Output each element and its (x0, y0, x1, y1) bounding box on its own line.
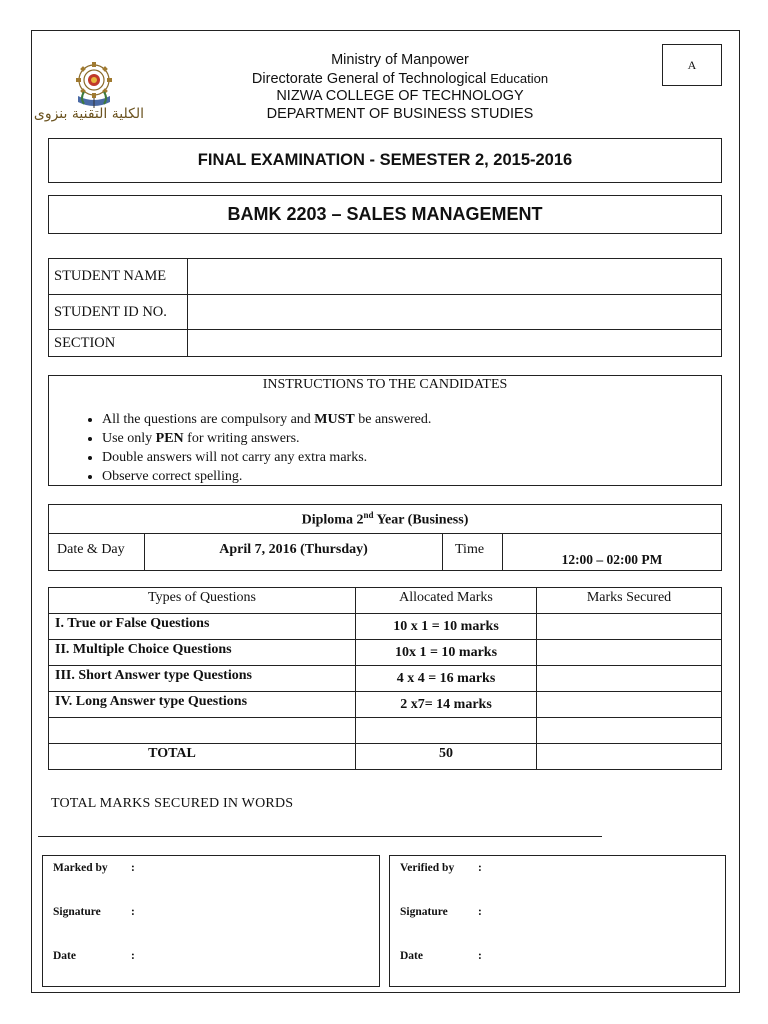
question-type: I. True or False Questions (49, 614, 356, 640)
table-row (49, 718, 722, 744)
total-label: TOTAL (49, 744, 356, 770)
department-line: DEPARTMENT OF BUSINESS STUDIES (266, 105, 534, 122)
marks-secured[interactable] (537, 666, 722, 692)
marked-date-label: Date (53, 950, 76, 962)
question-type: III. Short Answer type Questions (49, 666, 356, 692)
directorate-line: Directorate General of Technological Education (251, 70, 549, 87)
student-id-label: STUDENT ID NO. (49, 295, 188, 330)
allocated-marks: 2 x7= 14 marks (356, 692, 537, 718)
exam-title: FINAL EXAMINATION - SEMESTER 2, 2015-2016 (48, 138, 722, 183)
verified-date-label: Date (400, 950, 423, 962)
instruction-item: • Use only PEN for writing answers. (102, 429, 721, 448)
total-words-line[interactable] (38, 836, 602, 837)
total-secured[interactable] (537, 744, 722, 770)
table-row (49, 614, 722, 640)
diploma-cell: Diploma 2nd Year (Business) (49, 505, 722, 534)
instruction-item: • Observe correct spelling. (102, 467, 721, 486)
table-row (49, 666, 722, 692)
total-words-label: TOTAL MARKS SECURED IN WORDS (51, 796, 294, 811)
column-header: Allocated Marks (356, 588, 537, 614)
instruction-item: • All the questions are compulsory and MUST be answered. (102, 410, 721, 429)
marked-signature-colon: : (131, 906, 135, 918)
instruction-item: • Double answers will not carry any extra marks. (102, 448, 721, 467)
logo-arabic-text: الكلية التقنية بنزوى (33, 106, 144, 122)
question-type (49, 718, 356, 744)
question-type: IV. Long Answer type Questions (49, 692, 356, 718)
allocated-marks: 10 x 1 = 10 marks (356, 614, 537, 640)
verified-by-box (389, 855, 726, 987)
verified-date-colon: : (478, 950, 482, 962)
total-row (49, 744, 722, 770)
section-field[interactable] (188, 330, 722, 357)
total-value: 50 (356, 744, 537, 770)
allocated-marks (356, 718, 537, 744)
section-label: SECTION (49, 330, 188, 357)
header (180, 52, 620, 123)
verified-signature-label: Signature (400, 906, 448, 918)
marks-table (48, 587, 722, 770)
college-line: NIZWA COLLEGE OF TECHNOLOGY (276, 88, 524, 104)
instructions-title: INSTRUCTIONS TO THE CANDIDATES (262, 377, 508, 392)
instructions-list (49, 410, 721, 486)
table-row (49, 692, 722, 718)
exam-info-table (48, 504, 722, 571)
question-type: II. Multiple Choice Questions (49, 640, 356, 666)
time-value: 12:00 – 02:00 PM (503, 534, 722, 571)
time-label: Time (443, 534, 503, 571)
table-row (49, 505, 722, 534)
allocated-marks: 10x 1 = 10 marks (356, 640, 537, 666)
marks-secured[interactable] (537, 614, 722, 640)
version-box: A (662, 44, 722, 86)
instructions-box (48, 375, 722, 486)
verified-by-colon: : (478, 862, 482, 874)
marked-date-colon: : (131, 950, 135, 962)
ministry-line: Ministry of Manpower (331, 52, 469, 68)
course-title: BAMK 2203 – SALES MANAGEMENT (48, 195, 722, 234)
date-value: April 7, 2016 (Thursday) (145, 534, 443, 571)
table-row (49, 534, 722, 571)
marked-by-label: Marked by (53, 862, 108, 874)
allocated-marks: 4 x 4 = 16 marks (356, 666, 537, 692)
table-row (49, 295, 722, 330)
marks-secured[interactable] (537, 718, 722, 744)
marked-by-box (42, 855, 380, 987)
verified-signature-colon: : (478, 906, 482, 918)
student-name-label: STUDENT NAME (49, 259, 188, 295)
marked-by-colon: : (131, 862, 135, 874)
college-logo (33, 58, 144, 134)
student-info-table (48, 258, 722, 357)
table-header-row (49, 588, 722, 614)
column-header: Marks Secured (537, 588, 722, 614)
marks-secured[interactable] (537, 692, 722, 718)
table-row (49, 259, 722, 295)
verified-by-label: Verified by (400, 862, 455, 874)
student-id-field[interactable] (188, 295, 722, 330)
column-header: Types of Questions (49, 588, 356, 614)
student-name-field[interactable] (188, 259, 722, 295)
marks-secured[interactable] (537, 640, 722, 666)
marked-signature-label: Signature (53, 906, 101, 918)
college-logo-icon (33, 58, 144, 134)
table-row (49, 640, 722, 666)
date-label: Date & Day (49, 534, 145, 571)
table-row (49, 330, 722, 357)
